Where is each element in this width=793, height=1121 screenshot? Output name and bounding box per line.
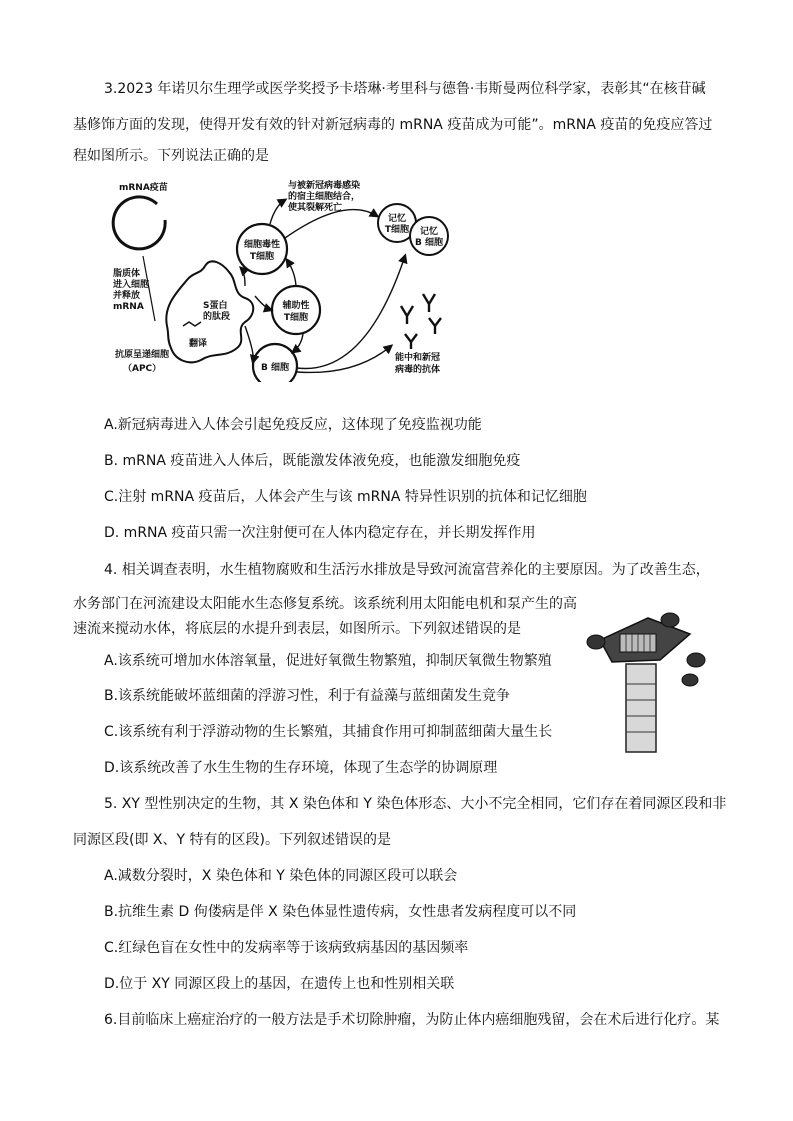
q4-stem-line3: 速流来搅动水体，将底层的水提升到表层，如图所示。下列叙述错误的是: [73, 621, 521, 637]
label-mrna-vaccine: mRNA疫苗: [119, 183, 168, 193]
q4-option-c[interactable]: C.该系统有利于浮游动物的生长繁殖，其捕食作用可抑制蓝细菌大量生长: [104, 724, 553, 740]
q4-stem-line1: 4. 相关调查表明，水生植物腐败和生活污水排放是导致河流富营养化的主要原因。为了改善生态，: [104, 562, 710, 578]
q3-stem-line3: 程如图所示。下列说法正确的是: [73, 148, 269, 164]
q4-stem-line2: 水务部门在河流建设太阳能水生态修复系统。该系统利用太阳能电机和泵产生的高: [73, 596, 577, 612]
q5-option-d[interactable]: D.位于 XY 同源区段上的基因，在遗传上也和性别相关联: [104, 976, 455, 992]
q4-option-d[interactable]: D.该系统改善了水生生物的生存环境，体现了生态学的协调原理: [104, 760, 498, 776]
svg-text:T细胞: T细胞: [283, 313, 309, 323]
solar-water-restoration-device: [586, 604, 710, 756]
svg-text:S蛋白: S蛋白: [203, 301, 228, 311]
svg-text:（APC）: （APC）: [123, 364, 162, 374]
svg-text:的肽段: 的肽段: [203, 312, 231, 322]
svg-text:脂质体: 脂质体: [113, 269, 141, 279]
q3-option-b[interactable]: B. mRNA 疫苗进入人体后，既能激发体液免疫，也能激发细胞免疫: [104, 453, 521, 469]
q5-option-a[interactable]: A.减数分裂时，X 染色体和 Y 染色体的同源区段可以联会: [104, 868, 458, 884]
svg-text:进入细胞: 进入细胞: [113, 280, 150, 290]
svg-text:mRNA: mRNA: [113, 302, 144, 312]
svg-text:记忆: 记忆: [419, 227, 439, 237]
svg-text:使其裂解死亡: 使其裂解死亡: [288, 203, 343, 213]
svg-text:记忆: 记忆: [387, 214, 407, 224]
svg-text:翻译: 翻译: [189, 339, 208, 349]
q6-stem-line1: 6.目前临床上癌症治疗的一般方法是手术切除肿瘤，为防止体内癌细胞残留，会在术后进行化疗。某: [104, 1012, 720, 1028]
q3-stem-line2: 基修饰方面的发现，使得开发有效的针对新冠病毒的 mRNA 疫苗成为可能”。mRNA 疫苗的免疫应答过: [73, 117, 713, 133]
q5-stem-line1: 5. XY 型性别决定的生物，其 X 染色体和 Y 染色体形态、大小不完全相同，它们存在着同源区段和非: [104, 796, 727, 812]
svg-text:并释放: 并释放: [113, 291, 141, 301]
q5-option-c[interactable]: C.红绿色盲在女性中的发病率等于该病致病基因的基因频率: [104, 940, 469, 956]
q4-option-b[interactable]: B.该系统能破坏蓝细菌的浮游习性，利于有益藻与蓝细菌发生竞争: [104, 688, 511, 704]
svg-text:的宿主细胞结合，: 的宿主细胞结合，: [288, 192, 361, 202]
svg-text:细胞毒性: 细胞毒性: [243, 240, 281, 250]
liposome-arc: [113, 197, 165, 249]
antibodies: [401, 294, 441, 349]
svg-text:B 细胞: B 细胞: [261, 363, 289, 373]
svg-text:抗原呈递细胞: 抗原呈递细胞: [115, 350, 170, 360]
q5-stem-line2: 同源区段(即 X、Y 特有的区段)。下列叙述错误的是: [73, 832, 391, 848]
q5-option-b[interactable]: B.抗维生素 D 佝偻病是伴 X 染色体显性遗传病，女性患者发病程度可以不同: [104, 904, 577, 920]
q3-option-c[interactable]: C.注射 mRNA 疫苗后，人体会产生与该 mRNA 特异性识别的抗体和记忆细胞: [104, 489, 587, 505]
svg-text:B 细胞: B 细胞: [415, 238, 443, 248]
q3-option-d[interactable]: D. mRNA 疫苗只需一次注射便可在人体内稳定存在，并长期发挥作用: [104, 525, 536, 541]
svg-text:病毒的抗体: 病毒的抗体: [395, 365, 441, 375]
svg-text:T细胞: T细胞: [384, 225, 410, 235]
svg-text:T细胞: T细胞: [249, 252, 275, 262]
q3-option-a[interactable]: A.新冠病毒进入人体会引起免疫反应，这体现了免疫监视功能: [104, 417, 482, 433]
svg-text:能中和新冠: 能中和新冠: [395, 353, 441, 363]
q4-option-a[interactable]: A.该系统可增加水体溶氧量，促进好氧微生物繁殖，抑制厌氧微生物繁殖: [104, 653, 552, 669]
svg-text:与被新冠病毒感染: 与被新冠病毒感染: [288, 181, 361, 191]
svg-text:辅助性: 辅助性: [282, 301, 310, 311]
immune-response-diagram: [105, 176, 450, 382]
q3-stem-line1: 3.2023 年诺贝尔生理学或医学奖授予卡塔琳·考里科与德鲁·韦斯曼两位科学家，表彰其“在核苷碱: [104, 81, 706, 97]
